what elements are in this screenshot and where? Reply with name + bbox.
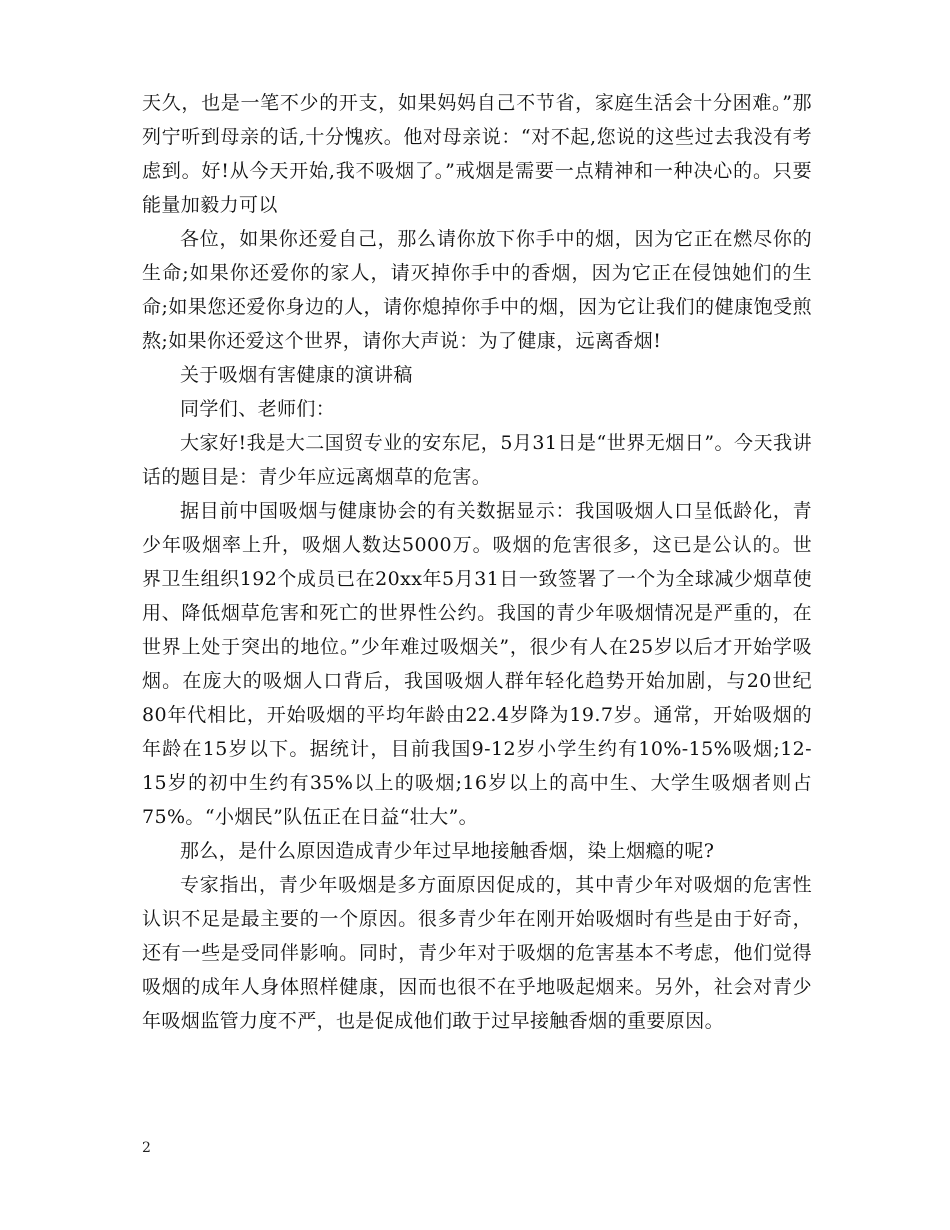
paragraph-expert-opinion: 专家指出，青少年吸烟是多方面原因促成的，其中青少年对吸烟的危害性认识不足是最主要的一个原因。很多青少年在刚开始吸烟时有些是由于好奇，还有一些是受同伴影响。同时，青少年对于吸烟的危害基本不考虑，他们觉得吸烟的成年人身体照样健康，因而也很不在乎地吸起烟来。另外，社会对青少年吸烟监管力度不严，也是促成他们敢于过早接触香烟的重要原因。	[142, 874, 812, 1032]
paragraph-statistics: 据目前中国吸烟与健康协会的有关数据显示：我国吸烟人口呈低龄化，青少年吸烟率上升，吸烟人数达5000万。吸烟的危害很多，这已是公认的。世界卫生组织192个成员已在20xx年5月31日一致签署了一个为全球减少烟草使用、降低烟草危害和死亡的世界性公约。我国的青少年吸烟情况是严重的，在世界上处于突出的地位。”少年难过吸烟关”，很少有人在25岁以后才开始学吸烟。在庞大的吸烟人口背后，我国吸烟人群年轻化趋势开始加剧，与20世纪80年代相比，开始吸烟的平均年龄由22.4岁降为19.7岁。通常，开始吸烟的年龄在15岁以下。据统计，目前我国9-12岁小学生约有10%-15%吸烟;12-15岁的初中生约有35%以上的吸烟;16岁以上的高中生、大学生吸烟者则占75%。“小烟民”队伍正在日益“壮大”。	[142, 500, 812, 828]
paragraph-question: 那么，是什么原因造成青少年过早地接触香烟，染上烟瘾的呢?	[180, 840, 715, 862]
paragraph-appeal: 各位，如果你还爱自己，那么请你放下你手中的烟，因为它正在燃尽你的生命;如果你还爱你的家人，请灭掉你手中的香烟，因为它正在侵蚀她们的生命;如果您还爱你身边的人，请你熄掉你手中的烟，因为它让我们的健康饱受煎熬;如果你还爱这个世界，请你大声说：为了健康，远离香烟!	[142, 228, 812, 352]
page-number: 2	[142, 1140, 151, 1156]
paragraph-continuation: 天久，也是一笔不少的开支，如果妈妈自己不节省，家庭生活会十分困难。”那列宁听到母亲的话,十分愧疚。他对母亲说：“对不起,您说的这些过去我没有考虑到。好!从今天开始,我不吸烟了。”戒烟是需要一点精神和一种决心的。只要能量加毅力可以	[142, 92, 812, 216]
document-body	[142, 86, 812, 1038]
speech-salutation: 同学们、老师们：	[180, 398, 336, 420]
paragraph-introduction: 大家好!我是大二国贸专业的安东尼，5月31日是“世界无烟日”。今天我讲话的题目是：青少年应远离烟草的危害。	[142, 432, 812, 488]
speech-title: 关于吸烟有害健康的演讲稿	[180, 364, 413, 386]
